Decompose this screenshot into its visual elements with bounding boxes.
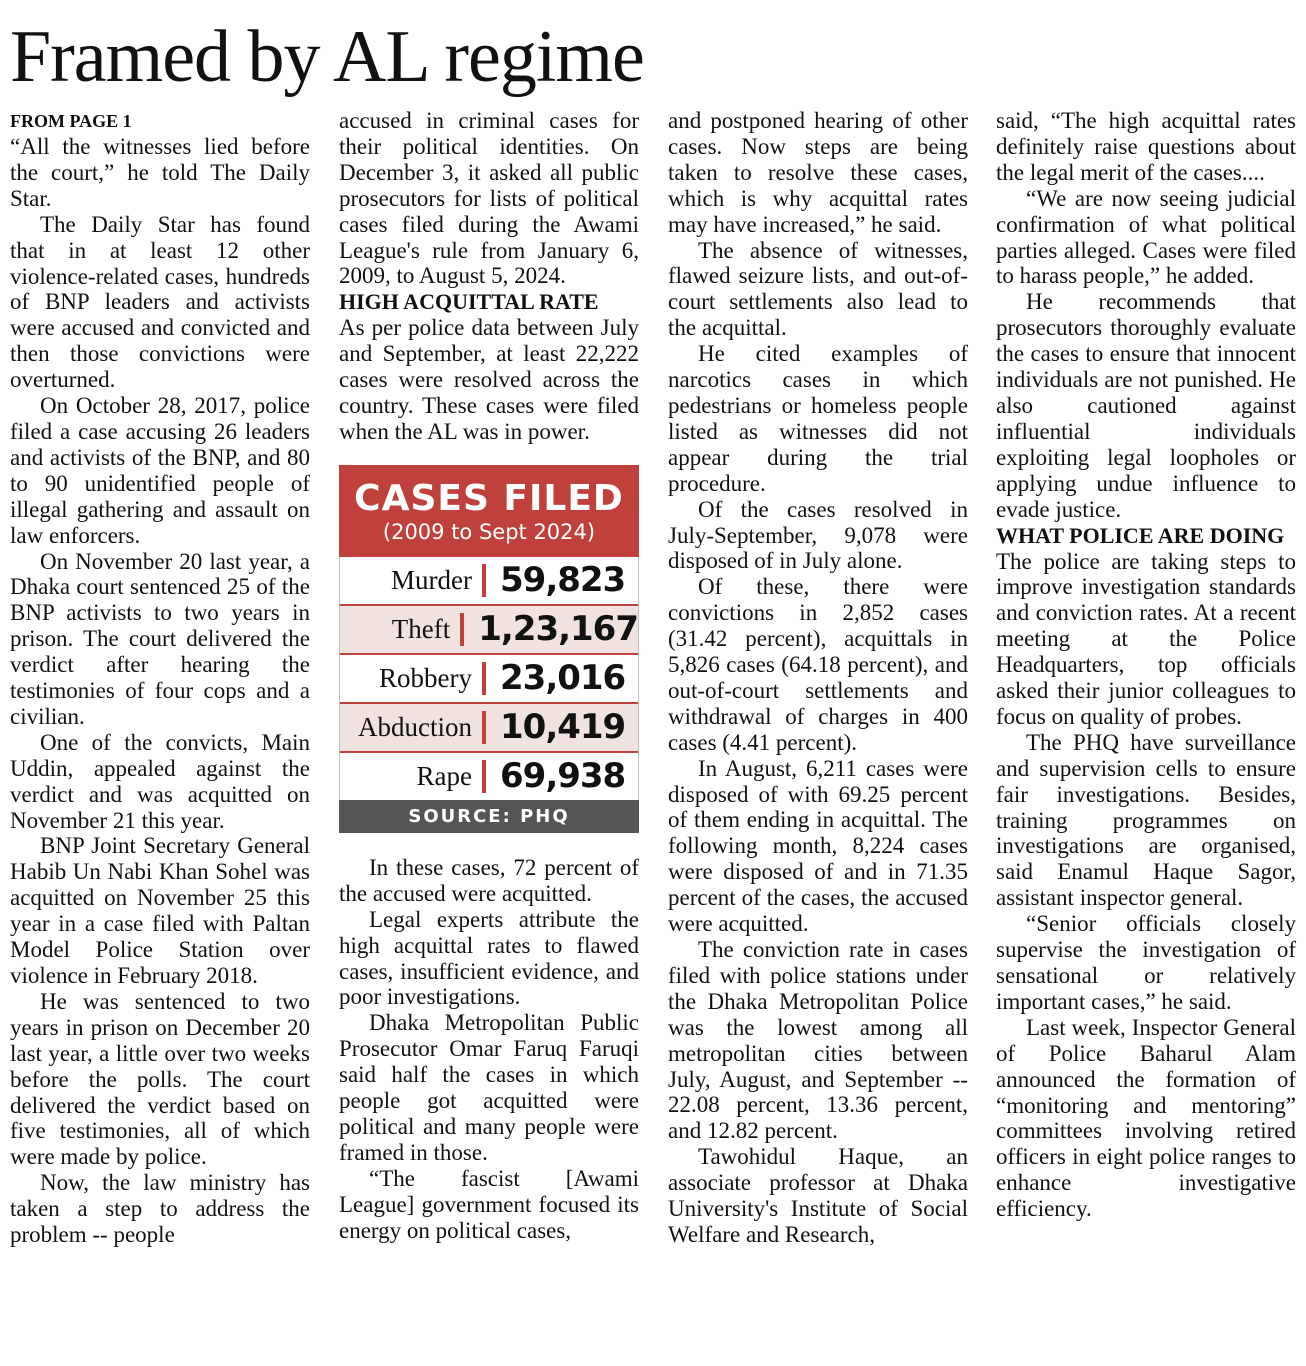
paragraph: said, “The high acquittal rates definitely raise questions about the legal merit of the cases....	[996, 108, 1296, 185]
paragraph: “All the witnesses lied before the court,” he told The Daily Star.	[10, 134, 310, 211]
infobox-row-murder	[340, 557, 638, 606]
paragraph: Tawohidul Haque, an associate professor at Dhaka University's Institute of Social Welfare and Research,	[668, 1144, 968, 1247]
infobox-subtitle: (2009 to Sept 2024)	[382, 519, 596, 544]
paragraph: In these cases, 72 percent of the accused were acquitted.	[339, 854, 639, 906]
row-value: 69,938	[500, 755, 626, 796]
infobox-source: SOURCE: PHQ	[339, 800, 639, 833]
paragraph: accused in criminal cases for their political identities. On December 3, it asked all public prosecutors for lists of political cases filed during the Awami League's rule from January 6, 2009, to August 5, 2024.	[339, 108, 639, 289]
column-2	[339, 108, 639, 1243]
infobox-header	[339, 465, 639, 557]
paragraph: “The fascist [Awami League] government focused its energy on political cases,	[339, 1165, 639, 1243]
infobox-row-robbery	[340, 655, 638, 704]
paragraph: The police are taking steps to improve investigation standards and conviction rates. At a recent meeting at the Police Headquarters, top officials asked their junior colleagues to focus on quality of probes.	[996, 548, 1296, 729]
infobox-title: CASES FILED	[354, 477, 624, 519]
paragraph: Dhaka Metropolitan Public Prosecutor Omar Faruq Faruqi said half the cases in which people got acquitted were political and many people were framed in those.	[339, 1010, 639, 1165]
row-label: Murder	[340, 564, 486, 597]
subhead-what-police-are-doing: WHAT POLICE ARE DOING	[996, 522, 1285, 548]
cases-filed-infobox	[339, 465, 639, 833]
paragraph: He cited examples of narcotics cases in which pedestrians or homeless people listed as witnesses did not appear during the trial procedure.	[668, 341, 968, 496]
row-label: Robbery	[340, 662, 486, 695]
paragraph: “We are now seeing judicial confirmation of what political parties alleged. Cases were filed to harass people,” he added.	[996, 185, 1296, 289]
paragraph: On October 28, 2017, police filed a case accusing 26 leaders and activists of the BNP, and 80 to 90 unidentified people of illegal gathering and assault on law enforcers.	[10, 393, 310, 548]
row-value: 59,823	[500, 559, 626, 600]
paragraph: He was sentenced to two years in prison on December 20 last year, a little over two weeks before the polls. The court delivered the verdict based on five testimonies, all of which were made by police.	[10, 988, 310, 1170]
infobox-row-theft	[340, 606, 638, 655]
paragraph: As per police data between July and September, at least 22,222 cases were resolved across the country. These cases were filed when the AL was in power.	[339, 315, 639, 444]
paragraph: He recommends that prosecutors thoroughly evaluate the cases to ensure that innocent individuals are not punished. He also cautioned against influential individuals exploiting legal loopholes or applying undue influence to evade justice.	[996, 289, 1296, 522]
paragraph: “Senior officials closely supervise the investigation of sensational or relatively important cases,” he said.	[996, 911, 1296, 1014]
paragraph: The conviction rate in cases filed with police stations under the Dhaka Metropolitan Police was the lowest among all metropolitan cities between July, August, and September -- 22.08 percent, 13.36 percent, and 12.82 percent.	[668, 937, 968, 1144]
paragraph: Last week, Inspector General of Police Baharul Alam announced the formation of “monitoring and mentoring” committees involving retired officers in eight police ranges to enhance investigative efficiency.	[996, 1014, 1296, 1222]
infobox-table	[339, 557, 639, 800]
row-value: 10,419	[500, 706, 626, 747]
paragraph: On November 20 last year, a Dhaka court sentenced 25 of the BNP activists to two years in prison. The court delivered the verdict after hearing the testimonies of four cops and a civilian.	[10, 548, 310, 729]
paragraph: BNP Joint Secretary General Habib Un Nabi Khan Sohel was acquitted on November 25 this year in a case filed with Paltan Model Police Station over violence in February 2018.	[10, 833, 310, 988]
paragraph: and postponed hearing of other cases. Now steps are being taken to resolve these cases, which is why acquittal rates may have increased,” he said.	[668, 108, 968, 237]
subhead-high-acquittal-rate: HIGH ACQUITTAL RATE	[339, 289, 599, 315]
row-label: Rape	[340, 760, 486, 793]
paragraph: The PHQ have surveillance and supervision cells to ensure fair investigations. Besides, training programmes on investigations are organised, said Enamul Haque Sagor, assistant inspector general.	[996, 729, 1296, 911]
paragraph: The Daily Star has found that in at least 12 other violence-related cases, hundreds of BNP leaders and activists were accused and convicted and then those convictions were overturned.	[10, 211, 310, 393]
column-4	[996, 108, 1296, 1222]
row-value: 1,23,167	[478, 608, 638, 649]
headline: Framed by AL regime	[10, 16, 644, 98]
paragraph: The absence of witnesses, flawed seizure lists, and out-of-court settlements also lead to the acquittal.	[668, 237, 968, 341]
column-3	[668, 108, 968, 1248]
paragraph: One of the convicts, Main Uddin, appealed against the verdict and was acquitted on November 21 this year.	[10, 729, 310, 833]
paragraph: Of these, there were convictions in 2,852 cases (31.42 percent), acquittals in 5,826 cases (64.18 percent), and out-of-court settlements and withdrawal of charges in 400 cases (4.41 percent).	[668, 574, 968, 755]
paragraph: Legal experts attribute the high acquittal rates to flawed cases, insufficient evidence, and poor investigations.	[339, 906, 639, 1010]
infobox-row-rape	[340, 753, 638, 800]
row-label: Abduction	[340, 711, 486, 744]
column-1	[10, 108, 310, 1248]
paragraph: Now, the law ministry has taken a step to address the problem -- people	[10, 1170, 310, 1248]
row-value: 23,016	[500, 657, 626, 698]
infobox-row-abduction	[340, 704, 638, 753]
row-label: Theft	[340, 613, 464, 646]
paragraph: In August, 6,211 cases were disposed of with 69.25 percent of them ending in acquittal. The following month, 8,224 cases were disposed of and in 71.35 percent of the cases, the accused were acquitted.	[668, 755, 968, 937]
jump-line: FROM PAGE 1	[10, 111, 132, 131]
paragraph: Of the cases resolved in July-September, 9,078 were disposed of in July alone.	[668, 496, 968, 574]
